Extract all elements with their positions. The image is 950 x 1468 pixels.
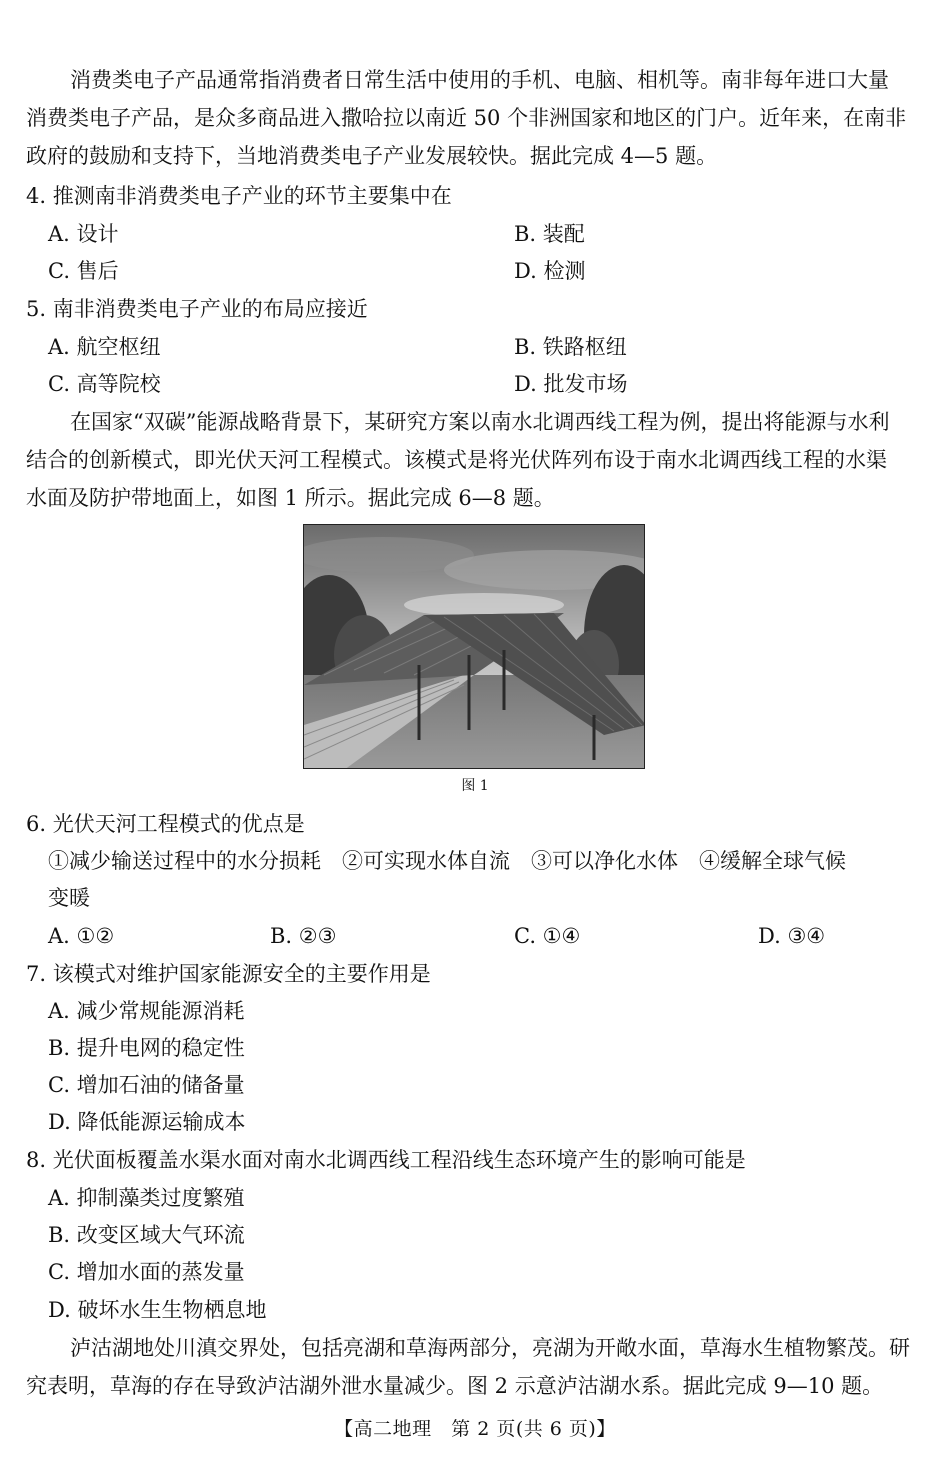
q6-items-line: ①减少输送过程中的水分损耗 ②可实现水体自流 ③可以净化水体 ④缓解全球气候: [48, 849, 846, 873]
q5-option-b: B. 铁路枢纽: [514, 335, 627, 359]
q7-option-d: D. 降低能源运输成本: [48, 1110, 246, 1134]
passage1-line-3: 政府的鼓励和支持下，当地消费类电子产业发展较快。据此完成 4—5 题。: [26, 144, 718, 168]
q6-stem: 6. 光伏天河工程模式的优点是: [26, 812, 305, 836]
solar-canal-illustration: [304, 525, 645, 769]
passage1-line-1: 消费类电子产品通常指消费者日常生活中使用的手机、电脑、相机等。南非每年进口大量: [70, 68, 889, 92]
passage2-line-2: 结合的创新模式，即光伏天河工程模式。该模式是将光伏阵列布设于南水北调西线工程的水渠: [26, 448, 887, 472]
passage1-line-2: 消费类电子产品，是众多商品进入撒哈拉以南近 50 个非洲国家和地区的门户。近年来，在南非: [26, 106, 907, 130]
q8-option-c: C. 增加水面的蒸发量: [48, 1260, 245, 1284]
q6-option-b: B. ②③: [270, 924, 337, 948]
q5-option-d: D. 批发市场: [514, 372, 628, 396]
q7-stem: 7. 该模式对维护国家能源安全的主要作用是: [26, 962, 431, 986]
q4-stem: 4. 推测南非消费类电子产业的环节主要集中在: [26, 184, 452, 208]
q5-option-a: A. 航空枢纽: [48, 335, 161, 359]
passage3-line-2: 究表明，草海的存在导致泸沽湖外泄水量减少。图 2 示意泸沽湖水系。据此完成 9—10 题。: [26, 1374, 884, 1398]
passage3-line-1: 泸沽湖地处川滇交界处，包括亮湖和草海两部分，亮湖为开敞水面，草海水生植物繁茂。研: [70, 1336, 910, 1360]
q5-stem: 5. 南非消费类电子产业的布局应接近: [26, 297, 368, 321]
q6-option-d: D. ③④: [758, 924, 826, 948]
q4-option-a: A. 设计: [48, 222, 119, 246]
q4-option-b: B. 装配: [514, 222, 585, 246]
q4-option-c: C. 售后: [48, 259, 119, 283]
figure-1-caption: 图 1: [461, 778, 489, 794]
q7-option-c: C. 增加石油的储备量: [48, 1073, 245, 1097]
q8-option-b: B. 改变区域大气环流: [48, 1223, 245, 1247]
q5-option-c: C. 高等院校: [48, 372, 161, 396]
passage2-line-3: 水面及防护带地面上，如图 1 所示。据此完成 6—8 题。: [26, 486, 555, 510]
q7-option-b: B. 提升电网的稳定性: [48, 1036, 245, 1060]
q8-option-d: D. 破坏水生生物栖息地: [48, 1298, 267, 1322]
figure-1-photo: [303, 524, 645, 769]
q4-option-d: D. 检测: [514, 259, 586, 283]
q6-option-c: C. ①④: [514, 924, 581, 948]
q7-option-a: A. 减少常规能源消耗: [48, 999, 245, 1023]
q6-option-a: A. ①②: [48, 924, 115, 948]
q8-stem: 8. 光伏面板覆盖水渠水面对南水北调西线工程沿线生态环境产生的影响可能是: [26, 1148, 746, 1172]
q8-option-a: A. 抑制藻类过度繁殖: [48, 1186, 245, 1210]
page-footer: 【高二地理 第 2 页(共 6 页)】: [334, 1418, 616, 1440]
passage2-line-1: 在国家“双碳”能源战略背景下，某研究方案以南水北调西线工程为例，提出将能源与水利: [70, 410, 890, 434]
q6-items-continuation: 变暖: [48, 886, 90, 910]
